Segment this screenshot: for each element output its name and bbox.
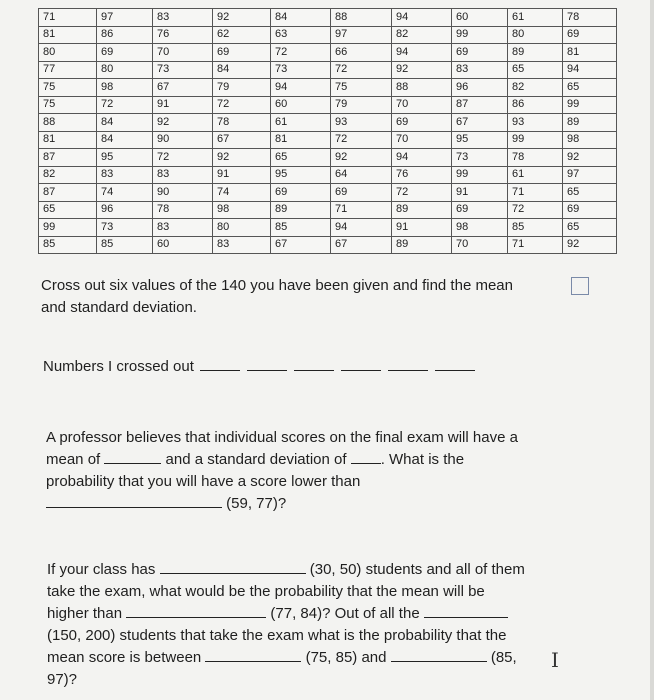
table-cell[interactable]: 96 <box>452 79 508 97</box>
table-cell[interactable]: 61 <box>508 166 563 184</box>
table-cell[interactable]: 70 <box>452 236 508 254</box>
table-cell[interactable]: 94 <box>392 9 452 27</box>
table-cell[interactable]: 91 <box>153 96 213 114</box>
table-cell[interactable]: 81 <box>563 44 617 62</box>
table-cell[interactable]: 87 <box>39 184 97 202</box>
table-cell[interactable]: 88 <box>331 9 392 27</box>
table-cell[interactable]: 65 <box>563 79 617 97</box>
table-cell[interactable]: 72 <box>153 149 213 167</box>
table-cell[interactable]: 72 <box>331 131 392 149</box>
table-row <box>39 201 617 219</box>
question-3-line-4: (150, 200) students that take the exam what is the probability that the <box>47 627 507 644</box>
table-cell[interactable]: 88 <box>39 114 97 132</box>
table-row <box>39 96 617 114</box>
table-cell[interactable]: 99 <box>563 96 617 114</box>
table-cell[interactable]: 83 <box>452 61 508 79</box>
table-cell[interactable]: 79 <box>213 79 271 97</box>
table-cell[interactable]: 73 <box>271 61 331 79</box>
table-cell[interactable]: 72 <box>213 96 271 114</box>
table-cell[interactable]: 60 <box>452 9 508 27</box>
answer-checkbox[interactable] <box>571 277 589 295</box>
table-cell[interactable]: 69 <box>563 26 617 44</box>
table-cell[interactable]: 65 <box>271 149 331 167</box>
scores-table <box>38 8 617 254</box>
table-cell[interactable]: 94 <box>392 149 452 167</box>
table-cell[interactable]: 91 <box>452 184 508 202</box>
table-cell[interactable]: 78 <box>213 114 271 132</box>
table-cell[interactable]: 82 <box>508 79 563 97</box>
total-students-blank[interactable] <box>424 603 508 618</box>
crossed-out-label: Numbers I crossed out <box>43 358 194 375</box>
table-cell[interactable]: 85 <box>39 236 97 254</box>
table-cell[interactable]: 73 <box>452 149 508 167</box>
table-cell[interactable]: 74 <box>97 184 153 202</box>
table-cell[interactable]: 99 <box>508 131 563 149</box>
table-cell[interactable]: 92 <box>213 149 271 167</box>
table-row <box>39 44 617 62</box>
table-cell[interactable]: 65 <box>563 184 617 202</box>
table-cell[interactable]: 97 <box>331 26 392 44</box>
table-cell[interactable]: 75 <box>39 96 97 114</box>
table-cell[interactable]: 95 <box>452 131 508 149</box>
table-cell[interactable]: 67 <box>153 79 213 97</box>
table-cell[interactable]: 94 <box>563 61 617 79</box>
crossed-out-row <box>43 356 482 378</box>
table-row <box>39 236 617 254</box>
table-cell[interactable]: 69 <box>563 201 617 219</box>
table-cell[interactable]: 97 <box>563 166 617 184</box>
table-cell[interactable]: 73 <box>97 219 153 237</box>
table-cell[interactable]: 94 <box>392 44 452 62</box>
table-cell[interactable]: 96 <box>97 201 153 219</box>
table-cell[interactable]: 81 <box>39 26 97 44</box>
table-cell[interactable]: 97 <box>97 9 153 27</box>
table-cell[interactable]: 72 <box>508 201 563 219</box>
table-cell[interactable]: 71 <box>331 201 392 219</box>
table-cell[interactable]: 89 <box>392 236 452 254</box>
table-cell[interactable]: 70 <box>392 131 452 149</box>
question-3-line-6: 97)? <box>47 671 78 688</box>
page-edge <box>650 0 654 700</box>
table-cell[interactable]: 72 <box>97 96 153 114</box>
table-cell[interactable]: 83 <box>153 219 213 237</box>
table-row <box>39 79 617 97</box>
question-2-line-3: probability that you will have a score lower than <box>46 473 361 490</box>
table-cell[interactable]: 78 <box>153 201 213 219</box>
table-cell[interactable]: 78 <box>563 9 617 27</box>
table-cell[interactable]: 83 <box>97 166 153 184</box>
table-cell[interactable]: 70 <box>392 96 452 114</box>
table-cell[interactable]: 67 <box>271 236 331 254</box>
table-row <box>39 114 617 132</box>
table-cell[interactable]: 77 <box>39 61 97 79</box>
question-2-line-1: A professor believes that individual scores on the final exam will have a <box>46 429 518 446</box>
question-3-line-3: higher than (77, 84)? Out of all the <box>47 603 525 625</box>
mean-threshold-blank[interactable] <box>126 603 266 618</box>
table-cell[interactable]: 85 <box>508 219 563 237</box>
table-row <box>39 219 617 237</box>
table-cell[interactable]: 60 <box>153 236 213 254</box>
table-cell[interactable]: 75 <box>39 79 97 97</box>
table-cell[interactable]: 69 <box>271 184 331 202</box>
table-cell[interactable]: 86 <box>508 96 563 114</box>
table-cell[interactable]: 84 <box>97 131 153 149</box>
question-1-line-1: Cross out six values of the 140 you have been given and find the mean <box>41 277 513 294</box>
table-cell[interactable]: 93 <box>508 114 563 132</box>
table-cell[interactable]: 81 <box>271 131 331 149</box>
table-cell[interactable]: 82 <box>39 166 97 184</box>
table-cell[interactable]: 95 <box>97 149 153 167</box>
table-cell[interactable]: 65 <box>563 219 617 237</box>
table-cell[interactable]: 75 <box>331 79 392 97</box>
table-cell[interactable]: 87 <box>452 96 508 114</box>
table-cell[interactable]: 85 <box>271 219 331 237</box>
question-3-line-2: take the exam, what would be the probability that the mean will be <box>47 583 485 600</box>
table-cell[interactable]: 61 <box>508 9 563 27</box>
question-3-line-5: mean score is between (75, 85) and (85, <box>47 649 517 666</box>
table-cell[interactable]: 86 <box>97 26 153 44</box>
table-cell[interactable]: 95 <box>271 166 331 184</box>
table-cell[interactable]: 69 <box>452 201 508 219</box>
table-cell[interactable]: 69 <box>392 114 452 132</box>
table-cell[interactable]: 82 <box>392 26 452 44</box>
table-cell[interactable]: 99 <box>452 166 508 184</box>
table-cell[interactable]: 65 <box>39 201 97 219</box>
table-cell[interactable]: 88 <box>392 79 452 97</box>
table-cell[interactable]: 73 <box>153 61 213 79</box>
table-cell[interactable]: 93 <box>331 114 392 132</box>
table-cell[interactable]: 71 <box>508 184 563 202</box>
table-cell[interactable]: 92 <box>153 114 213 132</box>
table-cell[interactable]: 89 <box>563 114 617 132</box>
mean-blank[interactable] <box>104 449 161 464</box>
table-cell[interactable]: 87 <box>39 149 97 167</box>
crossed-out-blanks[interactable] <box>200 358 482 375</box>
table-cell[interactable]: 67 <box>213 131 271 149</box>
table-cell[interactable]: 72 <box>271 44 331 62</box>
table-cell[interactable]: 67 <box>452 114 508 132</box>
table-row <box>39 166 617 184</box>
table-cell[interactable]: 99 <box>452 26 508 44</box>
table-cell[interactable]: 64 <box>331 166 392 184</box>
table-cell[interactable]: 80 <box>97 61 153 79</box>
table-cell[interactable]: 66 <box>331 44 392 62</box>
table-cell[interactable]: 60 <box>271 96 331 114</box>
table-cell[interactable]: 90 <box>153 131 213 149</box>
table-cell[interactable]: 63 <box>271 26 331 44</box>
table-cell[interactable]: 98 <box>563 131 617 149</box>
table-cell[interactable]: 89 <box>508 44 563 62</box>
question-2-line-2: mean of and a standard deviation of . What is the <box>46 451 465 468</box>
table-row <box>39 131 617 149</box>
table-cell[interactable]: 79 <box>331 96 392 114</box>
question-1-line-2: and standard deviation. <box>41 299 197 316</box>
table-cell[interactable]: 80 <box>508 26 563 44</box>
table-cell[interactable]: 78 <box>508 149 563 167</box>
table-row <box>39 61 617 79</box>
table-cell[interactable]: 65 <box>508 61 563 79</box>
table-cell[interactable]: 83 <box>153 9 213 27</box>
table-cell[interactable]: 92 <box>213 9 271 27</box>
table-cell[interactable]: 69 <box>213 44 271 62</box>
table-cell[interactable]: 92 <box>392 61 452 79</box>
class-size-blank[interactable] <box>160 559 306 574</box>
table-cell[interactable]: 61 <box>271 114 331 132</box>
table-cell[interactable]: 80 <box>213 219 271 237</box>
table-cell[interactable]: 83 <box>153 166 213 184</box>
table-row <box>39 149 617 167</box>
table-cell[interactable]: 84 <box>97 114 153 132</box>
table-cell[interactable]: 76 <box>392 166 452 184</box>
table-cell[interactable]: 90 <box>153 184 213 202</box>
table-cell[interactable]: 92 <box>563 149 617 167</box>
table-cell[interactable]: 85 <box>97 236 153 254</box>
table-cell[interactable]: 70 <box>153 44 213 62</box>
table-cell[interactable]: 98 <box>213 201 271 219</box>
table-row <box>39 184 617 202</box>
table-cell[interactable]: 98 <box>452 219 508 237</box>
table-cell[interactable]: 80 <box>39 44 97 62</box>
table-cell[interactable]: 67 <box>331 236 392 254</box>
table-cell[interactable]: 81 <box>39 131 97 149</box>
text-cursor-icon: I <box>551 648 559 672</box>
score-blank[interactable] <box>46 493 222 508</box>
table-cell[interactable]: 71 <box>508 236 563 254</box>
table-cell[interactable]: 74 <box>213 184 271 202</box>
table-cell[interactable]: 98 <box>97 79 153 97</box>
table-cell[interactable]: 89 <box>271 201 331 219</box>
question-2-line-4: (59, 77)? <box>46 493 518 515</box>
question-3-line-1: If your class has (30, 50) students and all of them <box>47 561 525 578</box>
table-cell[interactable]: 72 <box>331 61 392 79</box>
table-cell[interactable]: 92 <box>563 236 617 254</box>
question-1 <box>41 275 513 319</box>
table-cell[interactable]: 89 <box>392 201 452 219</box>
table-row <box>39 26 617 44</box>
table-cell[interactable]: 94 <box>271 79 331 97</box>
table-cell[interactable]: 83 <box>213 236 271 254</box>
table-cell[interactable]: 91 <box>213 166 271 184</box>
table-cell[interactable]: 62 <box>213 26 271 44</box>
table-cell[interactable]: 91 <box>392 219 452 237</box>
table-cell[interactable]: 76 <box>153 26 213 44</box>
lower-bound-blank[interactable] <box>205 647 301 662</box>
table-cell[interactable]: 99 <box>39 219 97 237</box>
table-row <box>39 9 617 27</box>
table-cell[interactable]: 72 <box>392 184 452 202</box>
table-cell[interactable]: 92 <box>331 149 392 167</box>
upper-bound-blank[interactable] <box>391 647 487 662</box>
table-cell[interactable]: 84 <box>213 61 271 79</box>
table-cell[interactable]: 71 <box>39 9 97 27</box>
table-cell[interactable]: 84 <box>271 9 331 27</box>
question-2 <box>46 427 518 515</box>
table-cell[interactable]: 94 <box>331 219 392 237</box>
table-cell[interactable]: 69 <box>97 44 153 62</box>
table-cell[interactable]: 69 <box>331 184 392 202</box>
sd-blank[interactable] <box>351 449 381 464</box>
table-cell[interactable]: 69 <box>452 44 508 62</box>
question-3 <box>47 559 525 691</box>
